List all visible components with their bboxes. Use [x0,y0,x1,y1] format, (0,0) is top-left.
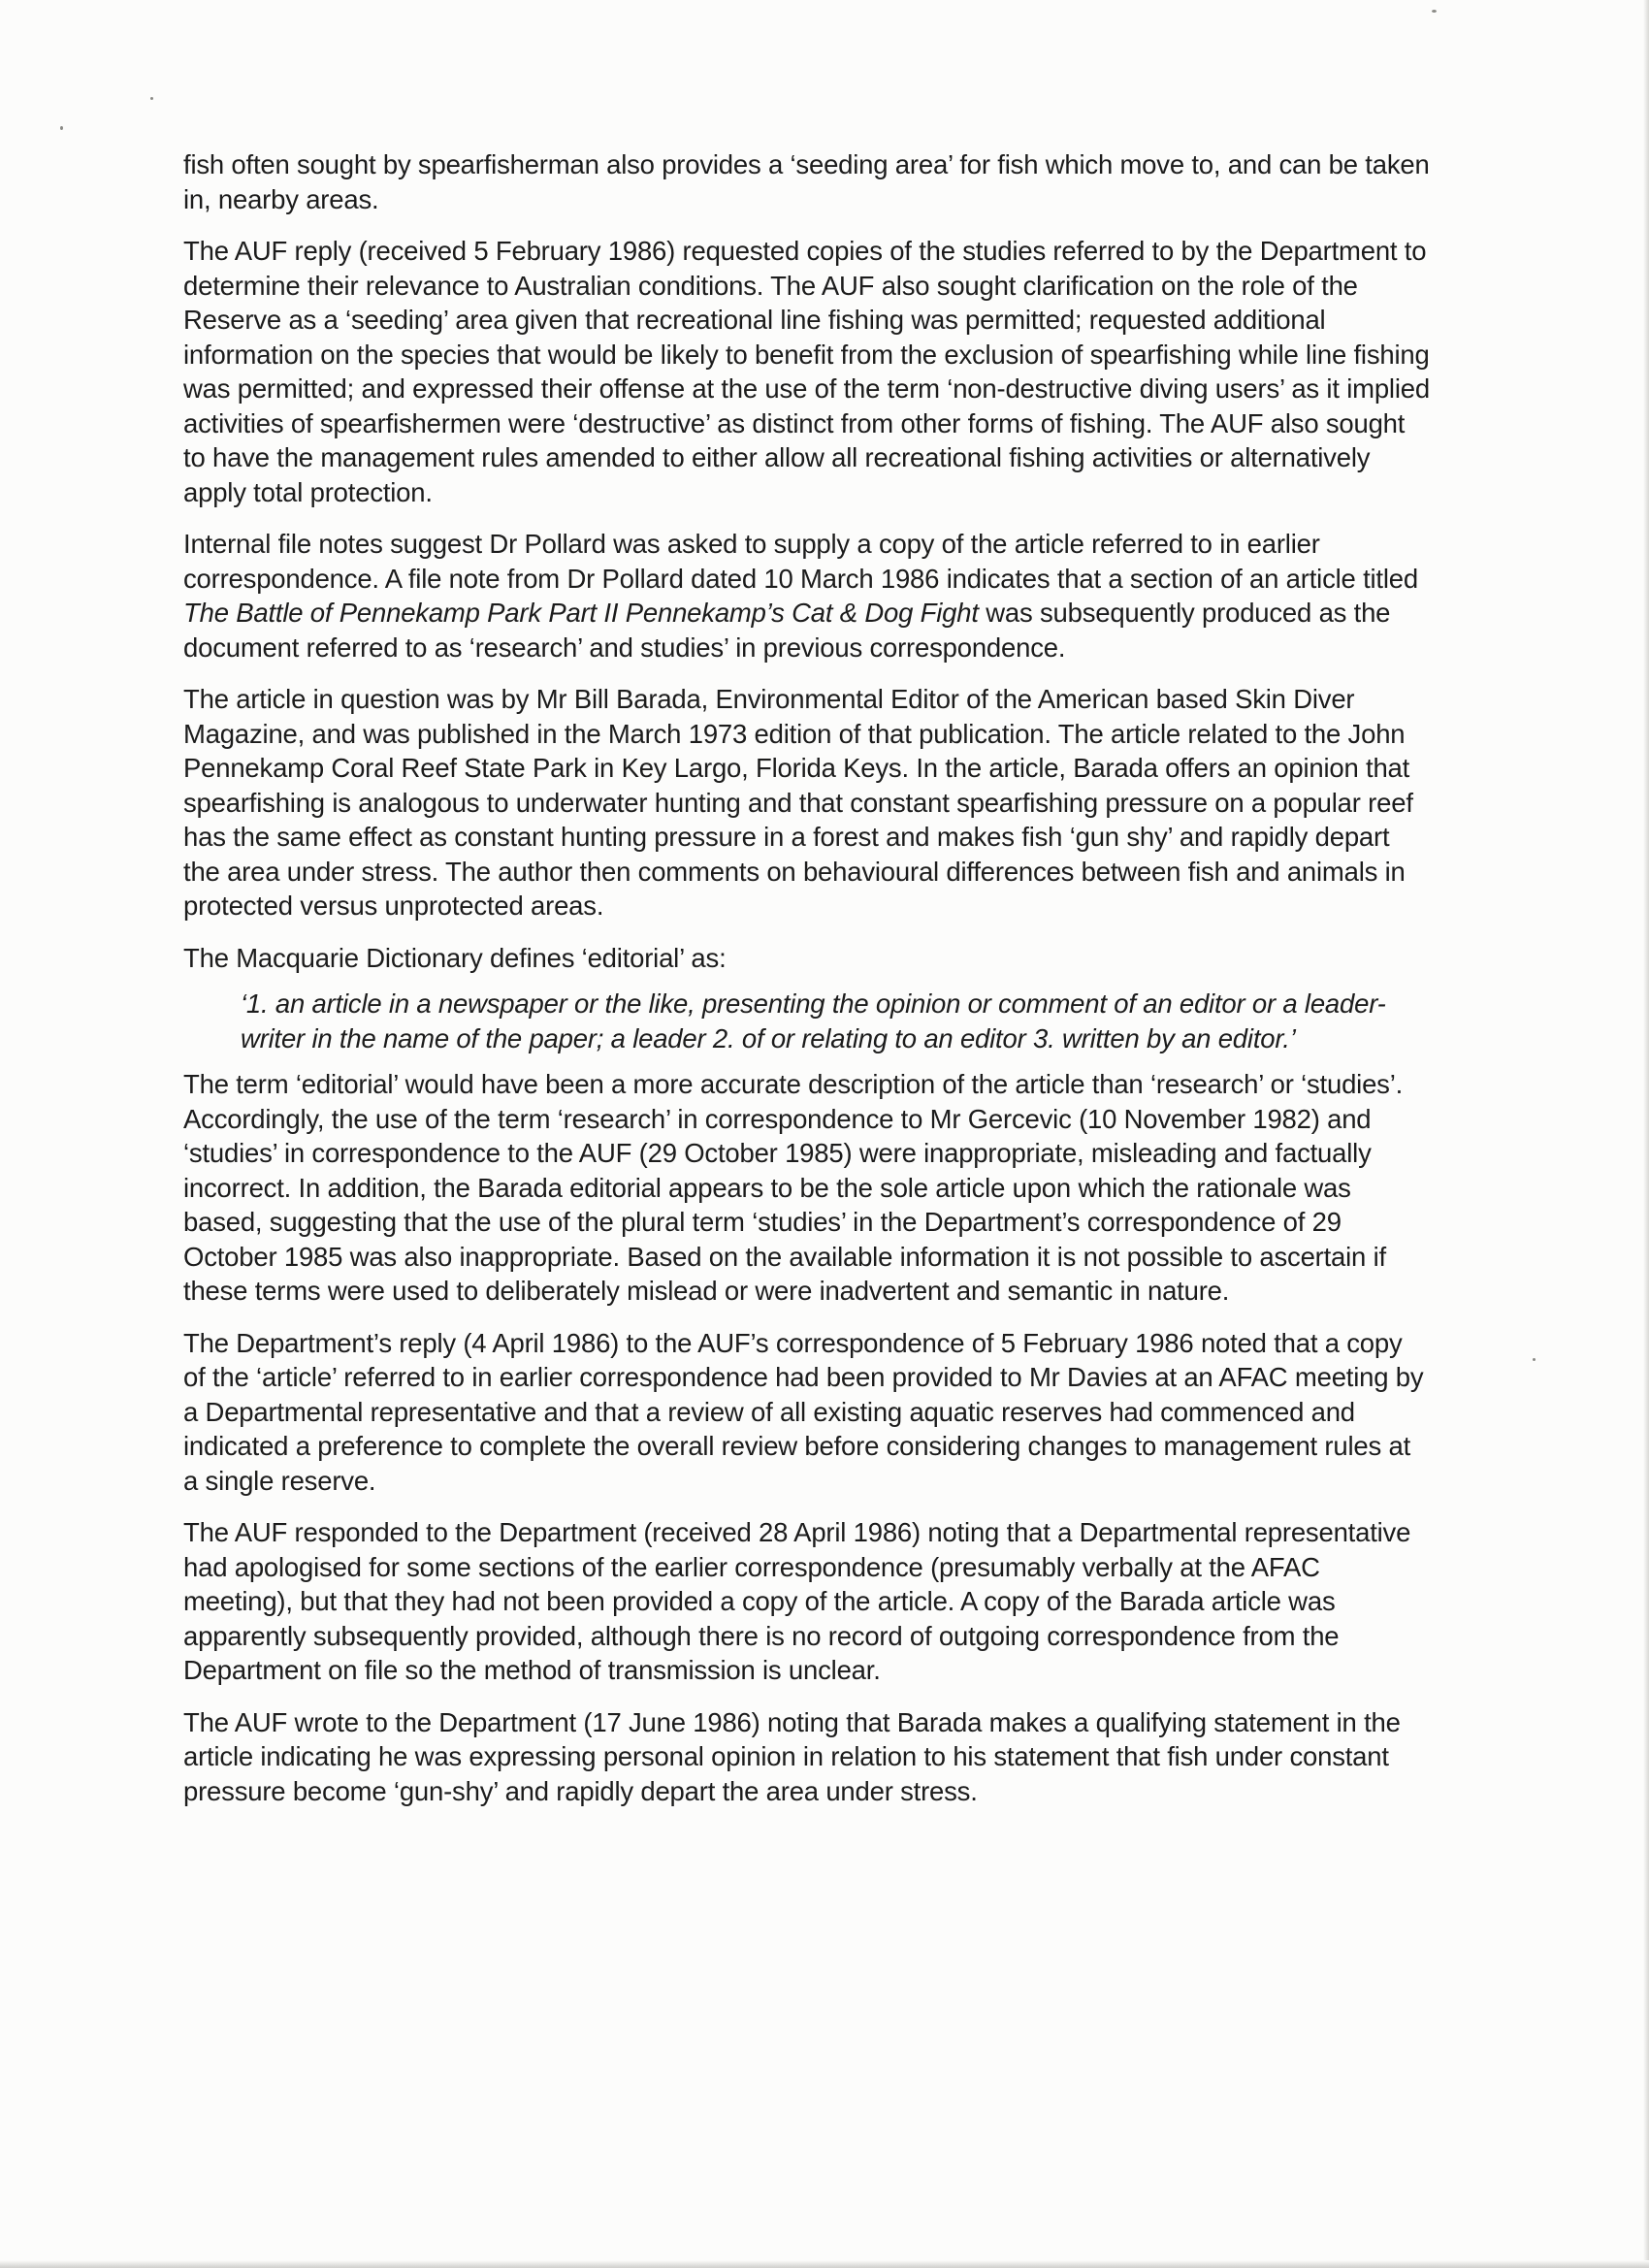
paragraph: The AUF reply (received 5 February 1986) requested copies of the studies referred to by the Department to determine their relevance to Australian conditions. The AUF also sought clarification on the role of the Reserve as a ‘seeding’ area given that recreational line fishing was permitted; requested additional information on the species that would be likely to benefit from the exclusion of spearfishing while line fishing was permitted; and expressed their offense at the use of the term ‘non-destructive diving users’ as it implied activities of spearfishermen were ‘destructive’ as distinct from other forms of fishing. The AUF also sought to have the management rules amended to either allow all recreational fishing activities or alternatively apply total protection. [183,236,1430,507]
paragraph [183,527,1430,664]
paragraph: The AUF wrote to the Department (17 June 1986) noting that Barada makes a qualifying statement in the article indicating he was expressing personal opinion in relation to his statement that fish under constant pressure become ‘gun-shy’ and rapidly depart the area under stress. [183,1706,1401,1806]
document-body [183,147,1430,1826]
paragraph: The AUF responded to the Department (received 28 April 1986) noting that a Departmental representative had apologised for some sections of the earlier correspondence (presumably verbally at the AFAC meeting), but that they had not been provided a copy of the article. A copy of the Barada article was apparently subsequently provided, although there is no record of outgoing correspondence from the Department on file so the method of transmission is unclear. [183,1517,1411,1685]
dictionary-quote: ‘1. an article in a newspaper or the like, presenting the opinion or comment of an editor or a leader-writer in the name of the paper; a leader 2. of or relating to an editor 3. written by an editor.’ [241,988,1386,1053]
paragraph: fish often sought by spearfisherman also provides a ‘seeding area’ for fish which move to, and can be taken in, nearby areas. [183,149,1430,214]
paragraph: The Macquarie Dictionary defines ‘editorial’ as: [183,942,727,973]
scan-edge-bottom [0,2260,1649,2268]
paragraph: The Department’s reply (4 April 1986) to the AUF’s correspondence of 5 February 1986 noted that a copy of the ‘article’ referred to in earlier correspondence had been provided to Mr Davies at an AFAC meeting by a Departmental representative and that a review of all existing aquatic reserves had commenced and indicated a preference to complete the overall review before considering changes to management rules at a single reserve. [183,1327,1424,1496]
paragraph-text: was subsequently produced as the document referred to as ‘research’ and studies’ in previous correspondence. [183,598,1391,663]
scan-edge-right [1643,0,1649,2268]
paragraph: The article in question was by Mr Bill Barada, Environmental Editor of the American based Skin Diver Magazine, and was published in the March 1973 edition of that publication. The article related to the John Pennekamp Coral Reef State Park in Key Largo, Florida Keys. In the article, Barada offers an opinion that spearfishing is analogous to underwater hunting and that constant spearfishing pressure on a popular reef has the same effect as constant hunting pressure in a forest and makes fish ‘gun shy’ and rapidly depart the area under stress. The author then comments on behavioural differences between fish and animals in protected versus unprotected areas. [183,684,1413,921]
paragraph: The term ‘editorial’ would have been a more accurate description of the article than ‘research’ or ‘studies’. Accordingly, the use of the term ‘research’ in correspondence to Mr Gercevic (10 November 1982) and ‘studies’ in correspondence to the AUF (29 October 1985) were inappropriate, misleading and factually incorrect. In addition, the Barada editorial appears to be the sole article upon which the rationale was based, suggesting that the use of the plural term ‘studies’ in the Department’s correspondence of 29 October 1985 was also inappropriate. Based on the available information it is not possible to ascertain if these terms were used to deliberately mislead or were inadvertent and semantic in nature. [183,1069,1404,1306]
scan-speck [60,126,63,130]
article-title: The Battle of Pennekamp Park Part II Pennekamp’s Cat & Dog Fight [183,598,979,628]
scan-speck [1432,10,1437,13]
scan-speck [150,97,153,100]
paragraph-text: Internal file notes suggest Dr Pollard was asked to supply a copy of the article referred to in earlier correspondence. A file note from Dr Pollard dated 10 March 1986 indicates that a section of an article titled [183,529,1418,594]
scan-speck [1533,1358,1536,1361]
